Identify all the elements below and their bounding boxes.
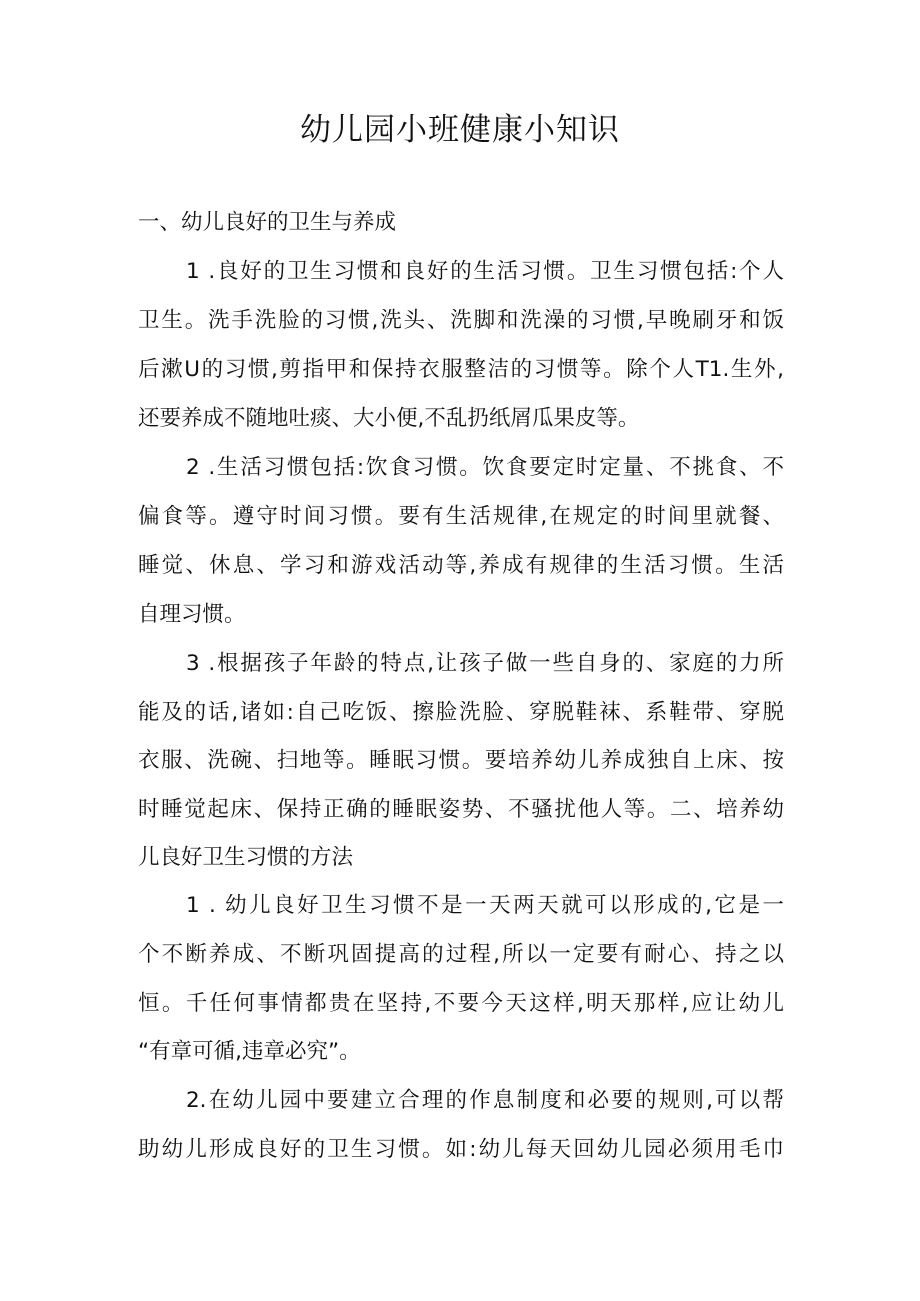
section-heading-2: 儿良好卫生习惯的方法: [138, 845, 354, 870]
paragraph-line: 助幼儿形成良好的卫生习惯。如:幼儿每天回幼儿园必须用毛巾: [138, 1137, 784, 1162]
paragraph-line: 能及的话,诸如:自己吃饭、擦脸洗脸、穿脱鞋袜、系鞋带、穿脱: [138, 700, 784, 725]
paragraph-line: “有章可循,违章必究”。: [138, 1039, 361, 1064]
paragraph-line: 后漱U的习惯,剪指甲和保持衣服整洁的习惯等。除个人T1.生外,: [138, 357, 784, 382]
paragraph-line: 2.在幼儿园中要建立合理的作息制度和必要的规则,可以帮: [186, 1088, 784, 1113]
paragraph-line: 3 .根据孩子年龄的特点,让孩子做一些自身的、家庭的力所: [186, 651, 784, 676]
paragraph-line: 2 .生活习惯包括:饮食习惯。饮食要定时定量、不挑食、不: [186, 455, 784, 480]
paragraph-line: 睡觉、休息、学习和游戏活动等,养成有规律的生活习惯。生活: [138, 553, 784, 578]
paragraph-line: 个不断养成、不断巩固提高的过程,所以一定要有耐心、持之以: [138, 942, 784, 967]
paragraph-line: 恒。千任何事情都贵在坚持,不要今天这样,明天那样,应让幼儿: [138, 991, 784, 1016]
section-heading-1: 一、幼儿良好的卫生与养成: [138, 210, 397, 235]
paragraph-line: 还要养成不随地吐痰、大小便,不乱扔纸屑瓜果皮等。: [138, 406, 640, 431]
paragraph-line: 时睡觉起床、保持正确的睡眠姿势、不骚扰他人等。二、培养幼: [138, 797, 784, 822]
paragraph-line: 偏食等。遵守时间习惯。要有生活规律,在规定的时间里就餐、: [138, 504, 784, 529]
document-title: 幼儿园小班健康小知识: [300, 112, 620, 148]
paragraph-line: 衣服、洗碗、扫地等。睡眠习惯。要培养幼儿养成独自上床、按: [138, 748, 784, 773]
paragraph-line: 1 .良好的卫生习惯和良好的生活习惯。卫生习惯包括:个人: [186, 259, 784, 284]
paragraph-line: 自理习惯。: [138, 602, 246, 627]
paragraph-line: 卫生。洗手洗脸的习惯,洗头、洗脚和洗澡的习惯,早晚刷牙和饭: [138, 308, 784, 333]
paragraph-line: 1 . 幼儿良好卫生习惯不是一天两天就可以形成的,它是一: [186, 893, 784, 918]
